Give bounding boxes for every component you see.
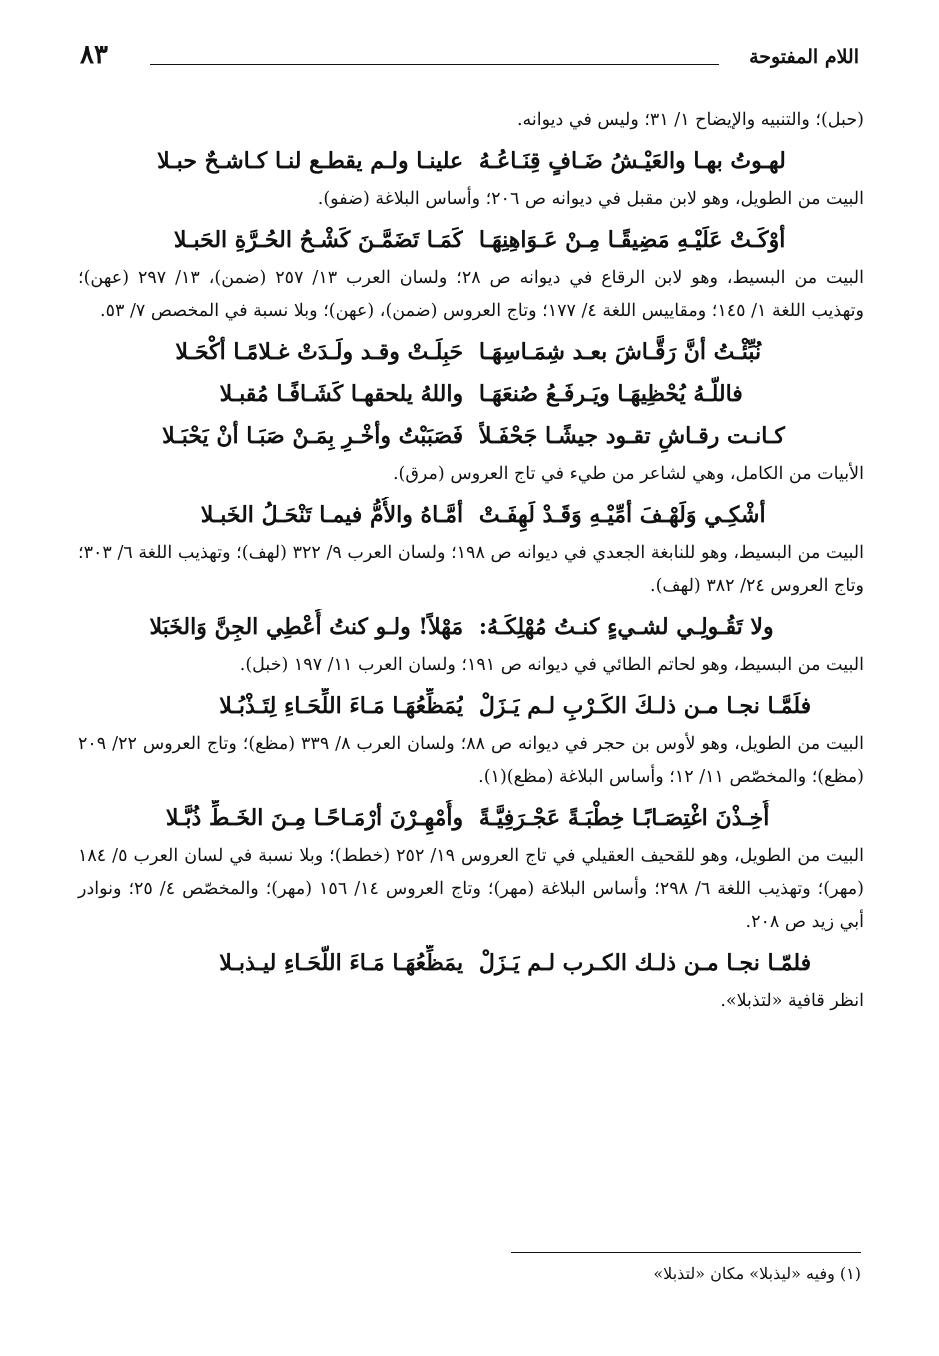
verse-line <box>78 374 864 414</box>
verse-hemistich-first: أُخِـذْنَ اغْتِصَـابًـا خِطْبَـةً عَجْـرَفِيَّـةً <box>478 805 770 831</box>
citation-paragraph: الأبيات من الكامل، وهي لشاعر من طيء في تاج العروس (مرق). <box>392 464 864 484</box>
verse-hemistich-second: وأُمْهِـرْنَ أرْمَـاحًـا مِـنَ الخَـطِّ ذُبَّـلا <box>165 805 464 831</box>
verse-hemistich-first: فاللّـهُ يُحْظِيهَـا ويَـرفَـعُ صُنعَهَـا <box>478 381 743 407</box>
verse-line <box>78 607 864 647</box>
verse-line <box>78 686 864 726</box>
verse-line <box>78 332 864 372</box>
header-rule <box>150 64 719 65</box>
verse-hemistich-second: حَبِلَـتْ وقـد ولَـدَتْ غـلامًـا أكْحَـلا <box>175 339 464 365</box>
page-number: ٨٣ <box>80 40 108 70</box>
page-body <box>78 104 864 1022</box>
verse-hemistich-second: يمَظِّعُهَـا مَـاءَ اللّحَـاءِ ليـذبـلا <box>219 950 464 976</box>
verse-hemistich-first: أوْكَـتْ عَلَيْـهِ مَضِيقًـا مِـنْ عَـوَاهِنِهَـا <box>478 227 786 253</box>
footnote-rule <box>511 1252 861 1253</box>
verse-hemistich-second: كَمَـا تَضَمَّـنَ كَشْـحُ الحُـرَّةِ الحَبـلا <box>173 227 464 253</box>
verse-hemistich-first: أشْكِـي وَلَهْـفَ أمِّيْـهِ وَقَـدْ لَهِفَـتْ <box>478 502 766 528</box>
verse-line <box>78 141 864 181</box>
page-header <box>80 40 859 78</box>
verse-line <box>78 220 864 260</box>
verse-line <box>78 416 864 456</box>
verse-line <box>78 943 864 983</box>
verse-hemistich-second: واللهُ يلحقهـا كَشَـافًـا مُقبـلا <box>219 381 464 407</box>
verse-hemistich-second: علينـا ولـم يقطـع لنـا كـاشـحٌ حبـلا <box>157 148 464 174</box>
verse-line <box>78 798 864 838</box>
citation-paragraph: البيت من البسيط، وهو لابن الرقاع في ديوانه ص ٢٨؛ ولسان العرب ١٣/ ٢٥٧ (ضمن)، ١٣/ ٢٩٧ (عهن)؛ وتهذيب اللغة ١/ ١٤٥؛ ومقاييس اللغة ٤/ ١٧٧؛ وتاج العروس (ضمن)، (عهن)؛ وبلا نسبة في المخصص ٧/ ٥٣. <box>78 268 864 321</box>
verse-hemistich-first: ولا تَقُـولِـي لشـيءٍ كنـتُ مُهْلِكَـهُ: <box>478 614 774 640</box>
citation-paragraph: البيت من الطويل، وهو للقحيف العقيلي في تاج العروس ١٩/ ٢٥٢ (خطط)؛ وبلا نسبة في لسان العرب ٥/ ١٨٤ (مهر)؛ وتهذيب اللغة ٦/ ٢٩٨؛ وأساس البلاغة (مهر)؛ وتاج العروس ١٤/ ١٥٦ (مهر)؛ والمخصّص ٤/ ٢٥؛ ونوادر أبي زيد ص ٢٠٨. <box>78 846 864 932</box>
verse-hemistich-second: فَصَبَبْتُ وأخْـرِ بِمَـنْ صَبَـا أنْ يَحْبَـلا <box>162 423 464 449</box>
cross-reference: انظر قافية «لتذبلا». <box>720 991 864 1011</box>
verse-line <box>78 495 864 535</box>
citation-paragraph: (حبل)؛ والتنبيه والإيضاح ١/ ٣١؛ وليس في ديوانه. <box>516 110 864 130</box>
chapter-title: اللام المفتوحة <box>749 46 859 68</box>
verse-hemistich-first: نُبِّئْـتُ أنَّ رَقَّـاشَ بعـد شِمَـاسِهَـا <box>478 339 762 365</box>
citation-paragraph: البيت من الطويل، وهو لابن مقبل في ديوانه ص ٢٠٦؛ وأساس البلاغة (ضفو). <box>317 189 864 209</box>
citation-paragraph: البيت من البسيط، وهو لحاتم الطائي في ديوانه ص ١٩١؛ ولسان العرب ١١/ ١٩٧ (خبل). <box>239 655 864 675</box>
verse-hemistich-first: كـانـت رقـاشِ تقـود جيشًـا جَحْفَـلاً <box>478 423 785 449</box>
citation-paragraph: البيت من الطويل، وهو لأوس بن حجر في ديوانه ص ٨٨؛ ولسان العرب ٨/ ٣٣٩ (مظع)؛ وتاج العروس ٢٢/ ٢٠٩ (مظع)؛ والمخصّص ١١/ ١٢؛ وأساس البلاغة (مظع)(١). <box>78 734 864 787</box>
verse-hemistich-first: لهـوتُ بهـا والعَيْـشُ ضَـافٍ قِنَـاعُـهُ <box>478 148 786 174</box>
verse-hemistich-second: يُمَظِّعُهَـا مَـاءَ اللِّحَـاءِ لِتَـذْبُـلا <box>219 693 464 719</box>
verse-hemistich-second: مَهْلاً! ولـو كنتُ أُعْطِي الجِنَّ وَالخَبَلا <box>149 614 464 640</box>
citation-paragraph: البيت من البسيط، وهو للنابغة الجعدي في ديوانه ص ١٩٨؛ ولسان العرب ٩/ ٣٢٢ (لهف)؛ وتهذيب اللغة ٦/ ٣٠٣؛ وتاج العروس ٢٤/ ٣٨٢ (لهف). <box>78 543 864 596</box>
footnote: (١) وفيه «ليذبلا» مكان «لتذبلا» <box>653 1264 861 1283</box>
verse-hemistich-second: أمَّـاهُ والأُمُّ فيمـا تَنْحَـلُ الخَبـلا <box>200 502 464 528</box>
verse-hemistich-first: فلَمَّـا نجـا مـن ذلـكَ الكَـرْبِ لـم يَـزَلْ <box>478 693 812 719</box>
verse-hemistich-first: فلمّـا نجـا مـن ذلـك الكـرب لـم يَـزَلْ <box>478 950 812 976</box>
